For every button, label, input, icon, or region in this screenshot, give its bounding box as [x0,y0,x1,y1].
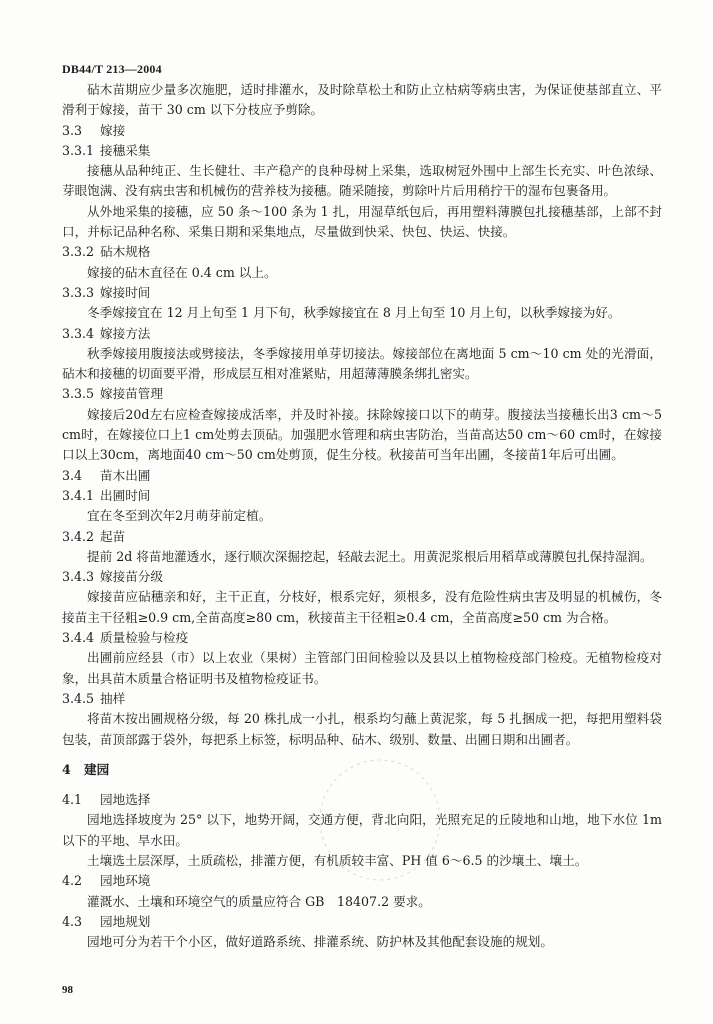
section-number: 3.3.1 [62,142,95,158]
section-title: 起苗 [100,528,126,544]
paragraph: 宜在冬至到次年2月萌芽前定植。 [87,508,272,524]
section-number: 3.4.5 [62,690,95,706]
section-number: 3.4.3 [62,569,95,585]
section-number: 3.3 [62,122,83,138]
section-gap [62,750,662,760]
paragraph: 秋季嫁接用腹接法或劈接法，冬季嫁接用单芽切接法。嫁接部位在离地面 5 cm～10 cm 处的光滑面，砧木和接穗的切面要平滑，形成层互相对准紧贴，用超薄薄膜条绑扎密实。 [62,345,662,382]
section-number: 3.4.4 [62,630,95,646]
paragraph: 园地选择坡度为 25° 以下，地势开阔，交通方便，背北向阳，光照充足的丘陵地和山地，地下水位 1m 以下的平地、旱水田。 [62,812,662,848]
section-heading [62,283,662,303]
chapter-heading [62,760,662,780]
section-title: 抽样 [100,690,126,706]
section-number: 3.4 [62,467,83,483]
section-heading [62,871,662,891]
section-title: 苗木出圃 [100,467,151,483]
section-title: 接穗采集 [100,142,151,158]
section-number: 3.4.1 [62,487,95,503]
paragraph: 提前 2d 将苗地灌透水，逐行顺次深掘挖起，轻敲去泥土。用黄泥浆根后用稻草或薄膜包扎保持湿润。 [87,548,653,564]
section-title: 嫁接 [100,122,126,138]
section-number: 4.2 [62,873,83,889]
section-heading [62,324,662,344]
section-heading [62,242,662,262]
section-heading [62,384,662,404]
section-title: 园地规划 [100,913,151,929]
section-number: 4 [62,761,71,777]
paragraph: 土壤选土层深厚，土质疏松，排灌方便，有机质较丰富、PH 值 6～6.5 的沙壤土、壤土。 [87,852,588,868]
paragraph: 从外地采集的接穗，应 50 条～100 条为 1 扎，用湿草纸包后，再用塑料薄膜包扎接穗基部，上部不封口，并标记品种名称、采集日期和采集地点，尽量做到快采、快包、快运、快接。 [62,203,662,240]
section-heading [62,141,662,161]
section-number: 3.3.2 [62,244,95,260]
section-heading [62,790,662,810]
section-number: 4.3 [62,913,83,929]
paragraph: 嫁接的砧木直径在 0.4 cm 以上。 [87,264,277,280]
page-number: 98 [62,984,73,996]
paragraph: 将苗木按出圃规格分级，每 20 株扎成一小扎，根系均匀蘸上黄泥浆，每 5 扎捆成一把，每把用塑料袋包装，苗顶部露于袋外，每把系上标签，标明品种、砧木、级别、数量、出圃日期和出圃者。 [62,711,662,747]
section-number: 3.3.3 [62,284,95,300]
paragraph: 冬季嫁接宜在 12 月上旬至 1 月下旬，秋季嫁接宜在 8 月上旬至 10 月上旬，以秋季嫁接为好。 [87,305,621,321]
section-number: 3.3.4 [62,325,95,341]
paragraph: 砧木苗期应少量多次施肥，适时排灌水，及时除草松土和防止立枯病等病虫害，为保证使基部直立、平滑利于嫁接，苗干 30 cm 以下分枝应予剪除。 [62,82,662,118]
section-number: 3.4.2 [62,528,95,544]
section-heading [62,628,662,648]
section-title: 嫁接苗分级 [100,569,163,585]
section-number: 4.1 [62,792,83,808]
section-gap [62,780,662,790]
document-body [62,80,662,952]
section-heading [62,689,662,709]
paragraph: 嫁接后20d左右应检查嫁接成活率，并及时补接。抹除嫁接口以下的萌芽。腹接法当接穗长出3 cm～5 cm时，在嫁接位口上1 cm处剪去顶砧。加强肥水管理和病虫害防治，当苗高达50 cm～60 cm时，在嫁接口以上30cm，离地面40 cm～50 cm处剪顶，促生分枝。秋接苗可当年出圃，冬接苗1年后可出圃。 [62,406,662,463]
section-title: 园地环境 [100,873,151,889]
section-heading [62,486,662,506]
paragraph: 嫁接苗应砧穗亲和好，主干正直，分枝好，根系完好，须根多，没有危险性病虫害及明显的机械伤，冬接苗主干径粗≥0.9 cm,全苗高度≥80 cm，秋接苗主干径粗≥0.4 cm，全苗高度≥50 cm 为合格。 [62,589,662,625]
section-title: 嫁接时间 [100,284,151,300]
section-heading [62,466,662,486]
paragraph: 出圃前应经县（市）以上农业（果树）主管部门田间检验以及县以上植物检疫部门检疫。无植物检疫对象，出具苗木质量合格证明书及植物检疫证书。 [62,650,662,686]
section-title: 砧木规格 [100,244,151,260]
section-title: 嫁接方法 [100,325,151,341]
section-number: 3.3.5 [62,386,95,402]
section-heading [62,912,662,932]
section-title: 嫁接苗管理 [100,386,163,402]
section-heading [62,567,662,587]
section-title: 质量检验与检疫 [100,630,189,646]
paragraph: 园地可分为若干个小区，做好道路系统、排灌系统、防护林及其他配套设施的规划。 [87,934,553,950]
section-heading [62,527,662,547]
paragraph: 灌溉水、土壤和环境空气的质量应符合 GB 18407.2 要求。 [87,893,431,909]
section-heading [62,121,662,141]
section-title: 出圃时间 [100,487,151,503]
section-title: 园地选择 [100,792,151,808]
standard-number-header: DB44/T 213—2004 [62,62,162,76]
section-title: 建园 [84,761,110,777]
paragraph: 接穗从品种纯正、生长健壮、丰产稳产的良种母树上采集，选取树冠外围中上部生长充实、叶色浓绿、芽眼饱满、没有病虫害和机械伤的营养枝为接穗。随采随接，剪除叶片后用稍拧干的湿布包裹备用。 [62,163,662,199]
